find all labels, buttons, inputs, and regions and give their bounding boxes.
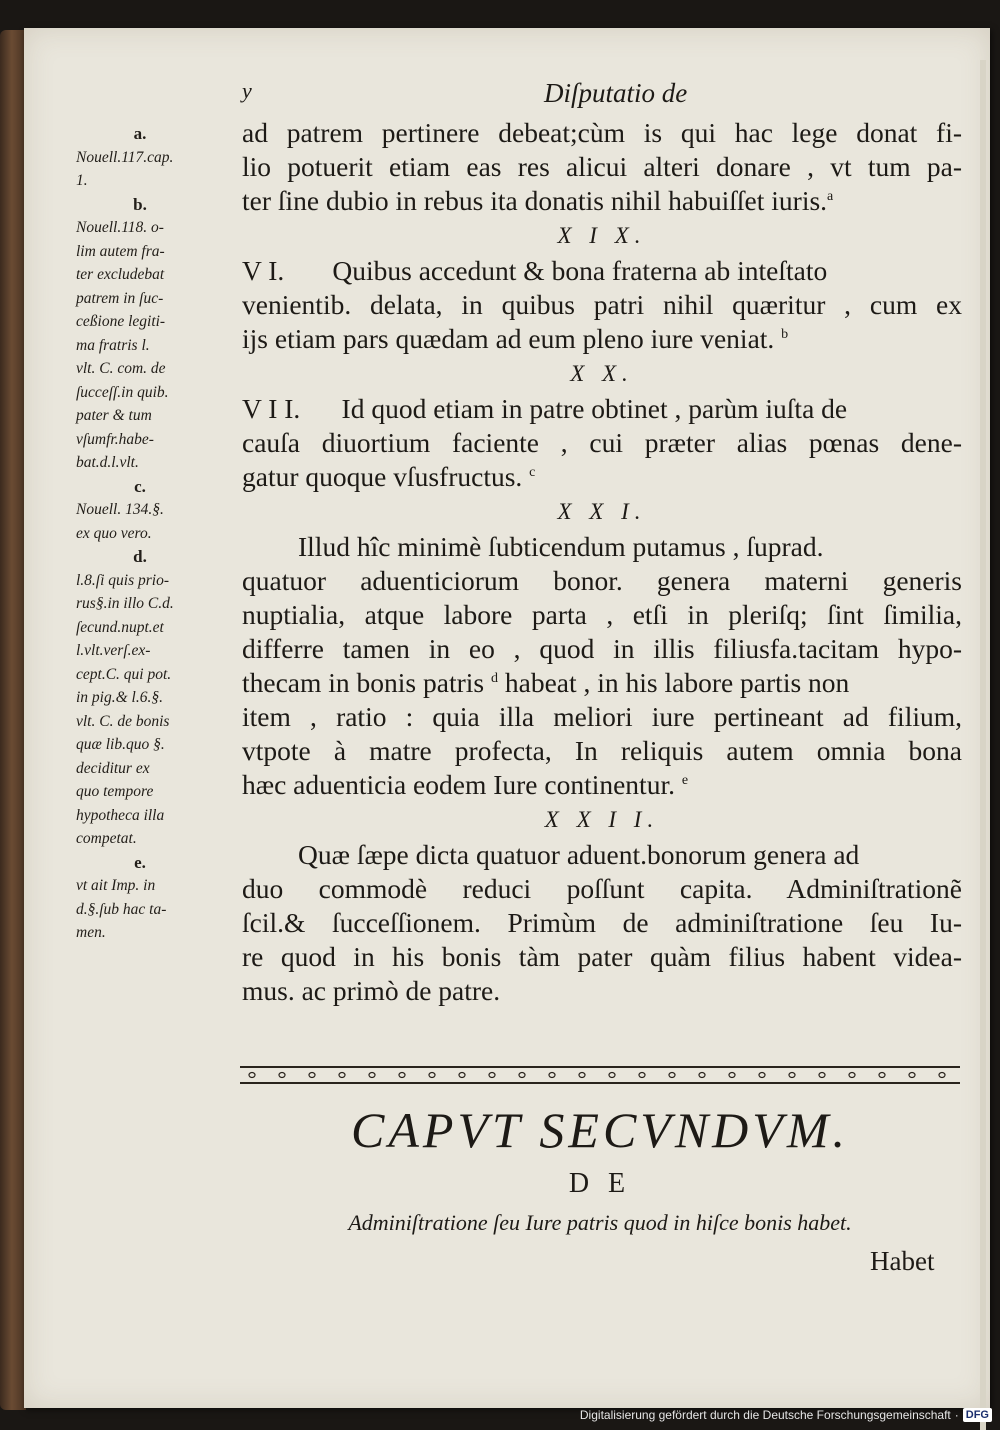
margin-note-line: 1. (76, 172, 88, 189)
dfg-logo-icon: DFG (963, 1408, 992, 1422)
margin-note-line: ex quo vero. (76, 524, 152, 542)
margin-note-mark: a. (133, 124, 147, 143)
text-line: ad patrem pertinere debeat;cùm is qui hac lege donat fi- (242, 117, 962, 148)
section-heading: X X I I. (544, 807, 660, 832)
margin-note-line: competat. (76, 830, 137, 847)
book-binding-edge (0, 30, 26, 1410)
text-line: V I. Quibus accedunt & bona fraterna ab inteſtato (242, 255, 828, 286)
text-line: mus. ac primò de patre. (242, 975, 501, 1006)
text-line-content: ter ſine dubio in rebus ita donatis nihil habuiſſet iuris. (242, 185, 828, 216)
catchword: Habet (870, 1246, 935, 1276)
margin-note-line: l.vlt.verſ.ex- (76, 642, 151, 659)
digitization-credit: Digitalisierung gefördert durch die Deutsche Forschungsgemeinschaft · DFG (580, 1408, 992, 1422)
text-line: re quod in his bonis tàm pater quàm filius habent videa- (242, 941, 962, 972)
margin-note-line: ceßione legiti- (76, 313, 166, 330)
text-line (242, 460, 962, 494)
section-heading: X X. (570, 361, 634, 386)
chapter-de: D E (568, 1168, 632, 1199)
text-line (242, 768, 962, 802)
text-line-content: ijs etiam pars quædam ad eum pleno iure veniat. (242, 323, 775, 354)
text-line (242, 322, 962, 356)
chapter-subtitle: Adminiſtratione ſeu Iure patris quod in hiſce bonis habet. (348, 1210, 852, 1235)
text-line: ſcil.& ſucceſſionem. Primùm de adminiſtratione ſeu Iu- (242, 907, 962, 938)
margin-note-line: pater & tum (76, 407, 152, 424)
margin-note-mark: c. (134, 476, 146, 496)
text-line: nuptialia, atque labore parta , etſi in pleriſq; ſint ſimilia, (242, 599, 962, 630)
text-line-content: habeat , in his labore partis non (504, 667, 850, 698)
margin-note-mark: d. (133, 547, 147, 566)
text-line-content: thecam in bonis patris (242, 667, 485, 698)
footnote-marker: d (490, 670, 498, 686)
text-line-content: hæc aduenticia eodem Iure continentur. (242, 769, 675, 800)
margin-note-line: lim autem fra- (76, 242, 165, 260)
section-heading: X I X. (557, 223, 647, 248)
margin-note-line: Nouell. 134.§. (76, 501, 164, 518)
margin-note-line: quæ lib.quo §. (76, 736, 165, 753)
footnote-marker: a (827, 188, 834, 204)
text-line: lio potuerit etiam eas res alicui alteri donare , vt tum pa- (242, 151, 962, 182)
text-line: venientib. delata, in quibus patri nihil quæritur , cum ex (242, 289, 962, 320)
footnote-marker: e (681, 772, 689, 788)
margin-note-line: deciditur ex (76, 759, 150, 777)
margin-note-line: vſumfr.habe- (76, 430, 154, 448)
margin-note-line: vt ait Imp. in (76, 877, 156, 894)
text-line: vtpote à matre profecta, In reliquis autem omnia bona (242, 735, 962, 766)
margin-note-line: ter excludebat (76, 266, 165, 283)
text-line: Illud hîc minimè ſubticendum putamus , ſuprad. (298, 531, 824, 562)
section-heading: X X I. (557, 499, 647, 524)
signature-mark: y (242, 78, 252, 103)
text-line (242, 184, 962, 218)
margin-note-line: hypotheca illa (76, 806, 165, 824)
running-head (24, 78, 990, 114)
margin-note-line: Nouell.117.cap. (76, 148, 174, 166)
text-line: V I I. Id quod etiam in patre obtinet , parùm iuſta de (242, 393, 848, 424)
margin-note-mark: b. (133, 194, 147, 214)
margin-note-line: in pig.& l.6.§. (76, 689, 163, 706)
footnote-marker: c (529, 464, 536, 480)
text-line: duo commodè reduci poſſunt capita. Adminiſtrationẽ (242, 873, 962, 904)
footnote-marker: b (781, 326, 789, 342)
margin-note-line: bat.d.l.vlt. (76, 454, 139, 471)
margin-note-line: quo tempore (76, 783, 154, 800)
margin-note-line: ſecund.nupt.et (76, 618, 164, 636)
margin-note-line: vlt. C. de bonis (76, 712, 170, 730)
margin-note-line: vlt. C. com. de (76, 360, 166, 377)
margin-note-line: ſucceſſ.in quib. (76, 383, 169, 401)
text-line: cauſa diuortium faciente , cui præter alias pœnas dene- (242, 427, 962, 458)
margin-note-line: patrem in ſuc- (76, 289, 164, 307)
running-title: Diſputatio de (544, 78, 688, 108)
ornamental-rule (240, 1064, 960, 1086)
margin-note-line: men. (76, 924, 106, 941)
credit-text: Digitalisierung gefördert durch die Deutsche Forschungsgemeinschaft (579, 1408, 951, 1422)
text-line: differre tamen in eo , quod in illis filiusfa.tacitam hypo- (242, 633, 962, 664)
text-line: item , ratio : quia illa meliori iure pertineant ad filium, (242, 701, 962, 732)
main-text (242, 116, 962, 1008)
text-line (242, 666, 962, 700)
text-line: quatuor aduenticiorum bonor. genera materni generis (242, 565, 962, 596)
text-line-content: gatur quoque vſusfructus. (242, 461, 523, 492)
margin-note-line: cept.C. qui pot. (76, 665, 172, 683)
text-line: Quæ ſæpe dicta quatuor aduent.bonorum genera ad (298, 839, 860, 870)
book-page (24, 28, 990, 1408)
margin-note-mark: e. (134, 852, 146, 872)
margin-note-line: ma fratris l. (76, 336, 150, 354)
margin-note-line: Nouell.118. o- (76, 219, 164, 236)
margin-note-line: rus§.in illo C.d. (76, 595, 174, 612)
page-edge (980, 60, 986, 1430)
margin-notes (76, 122, 244, 945)
margin-note-line: l.8.ſi quis prio- (76, 571, 170, 589)
chapter-title: CAPVT SECVNDVM. (351, 1102, 849, 1158)
margin-note-line: d.§.ſub hac ta- (76, 900, 167, 918)
